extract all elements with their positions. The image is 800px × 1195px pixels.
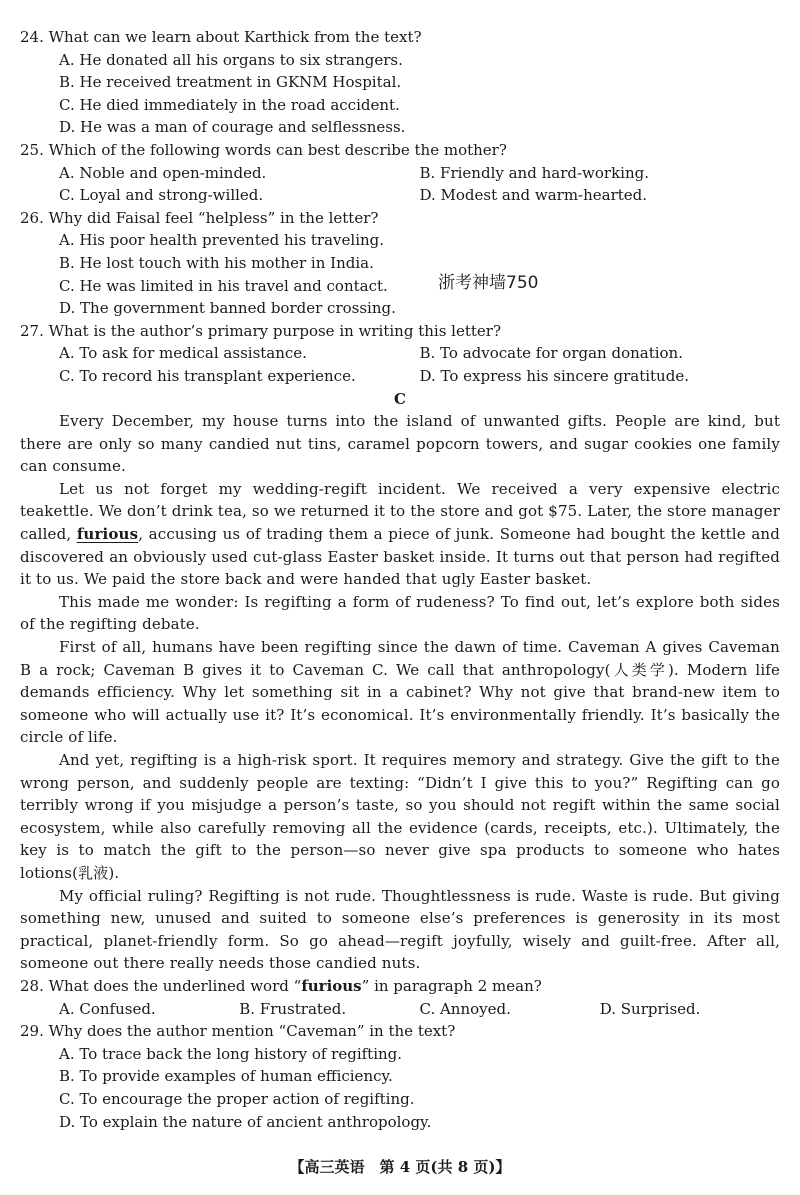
paragraph-text: Every December, my house turns into the island of unwanted gifts. People are kind, but there are only so many candied nut tins, caramel popcorn towers, and sugar cookies one family can consume. (20, 412, 780, 476)
paragraph-text: My official ruling? Regifting is not rude. Thoughtlessness is rude. Waste is rude. But giving something new, unused and suited to someone else’s preferences is generosity in its most practical, planet-friendly form. So go ahead—regift joyfully, wisely and guilt-free. After all, someone out there really needs those candied nuts. (20, 886, 780, 973)
passage-paragraph-2 (20, 478, 780, 591)
stem-keyword: furious (301, 976, 362, 995)
option-c: C. He died immediately in the road accident. (59, 95, 400, 114)
option-b: B. He lost touch with his mother in India. (59, 253, 374, 272)
paragraph-text: , accusing us of trading them a piece of junk. Someone had bought the kettle and discovered an obviously used cut-glass Easter basket inside. It turns out that person had regifted it to us. We paid the store back and were handed that ugly Easter basket. (20, 525, 780, 589)
question-29 (20, 1020, 780, 1133)
passage-paragraph-3 (20, 591, 780, 636)
option-d: D. The government banned border crossing. (59, 299, 396, 318)
option-row (20, 365, 780, 388)
option-b: B. Frustrated. (239, 999, 347, 1018)
question-27 (20, 320, 780, 388)
passage-paragraph-6 (20, 885, 780, 975)
paragraph-text: And yet, regifting is a high-risk sport. It requires memory and strategy. Give the gift to the wrong person, and suddenly people are texting: “Didn’t I give this to you?” Regifting can go terribly wrong if you misjudge a person’s taste, so you should not regift within the same social ecosystem, while also carefully removing all the evidence (cards, receipts, etc.). Ultimately, the key is to match the gift to the person—so never give spa products to someone who hates lotions(乳液). (20, 751, 780, 882)
option-b: B. To advocate for organ donation. (419, 344, 683, 363)
option-d: D. He was a man of courage and selflessness. (59, 118, 406, 137)
exam-page (20, 26, 780, 1133)
question-stem: 25. Which of the following words can best describe the mother? (20, 140, 507, 159)
option-b: B. Friendly and hard-working. (419, 163, 649, 182)
paragraph-text: Let us not forget my wedding-regift incident. We received a very expensive electric teakettle. We don’t drink tea, so we returned it to the store and got $75. Later, the store manager called, (20, 479, 780, 544)
passage-paragraph-4 (20, 636, 780, 749)
passage-paragraph-5 (20, 749, 780, 885)
option-d: D. To explain the nature of ancient anthropology. (59, 1112, 432, 1131)
option-c: C. Loyal and strong-willed. (59, 186, 264, 205)
paragraph-text: First of all, humans have been regifting since the dawn of time. Caveman A gives Caveman B a rock; Caveman B gives it to Caveman C. We call that anthropology(人类学). Modern life demands efficiency. Why let something sit in a cabinet? Why not give that brand-new item to someone who will actually use it? It’s economical. It’s environmentally friendly. It’s basically the circle of life. (20, 638, 780, 747)
option-row (20, 184, 780, 207)
option-d: D. Modest and warm-hearted. (419, 186, 648, 205)
watermark-text: 浙考神墙750 (438, 273, 539, 293)
question-stem: 27. What is the author’s primary purpose in writing this letter? (20, 321, 501, 340)
option-d: D. To express his sincere gratitude. (419, 366, 689, 385)
passage-paragraph-1 (20, 410, 780, 478)
option-b: B. To provide examples of human efficiency. (59, 1067, 393, 1086)
stem-text: ” in paragraph 2 mean? (361, 976, 542, 995)
option-row (20, 162, 780, 185)
option-a: A. To trace back the long history of regifting. (59, 1044, 403, 1063)
question-25 (20, 139, 780, 207)
option-row (20, 998, 780, 1021)
option-d: D. Surprised. (599, 999, 701, 1018)
page-footer: 【高三英语 第 4 页(共 8 页)】 (289, 1158, 511, 1176)
option-c: C. To record his transplant experience. (59, 366, 356, 385)
stem-text: 28. What does the underlined word “ (20, 976, 302, 995)
question-24 (20, 26, 780, 139)
option-c: C. He was limited in his travel and contact. (59, 276, 388, 295)
option-a: A. Noble and open-minded. (59, 163, 267, 182)
option-a: A. Confused. (59, 999, 156, 1018)
question-26 (20, 207, 780, 320)
question-stem (20, 975, 780, 998)
option-row (20, 342, 780, 365)
option-a: A. To ask for medical assistance. (59, 344, 307, 363)
option-c: C. To encourage the proper action of regifting. (59, 1089, 415, 1108)
section-heading: C (394, 389, 406, 408)
question-stem: 29. Why does the author mention “Caveman” in the text? (20, 1022, 456, 1041)
option-b: B. He received treatment in GKNM Hospital. (59, 73, 402, 92)
paragraph-text: This made me wonder: Is regifting a form of rudeness? To find out, let’s explore both sides of the regifting debate. (20, 592, 780, 634)
option-a: A. He donated all his organs to six strangers. (59, 50, 403, 69)
question-stem: 26. Why did Faisal feel “helpless” in the letter? (20, 208, 379, 227)
question-stem: 24. What can we learn about Karthick from the text? (20, 28, 422, 46)
underlined-word: furious (76, 525, 139, 544)
option-c: C. Annoyed. (419, 999, 511, 1018)
question-28 (20, 975, 780, 1020)
option-a: A. His poor health prevented his traveling. (59, 231, 385, 250)
